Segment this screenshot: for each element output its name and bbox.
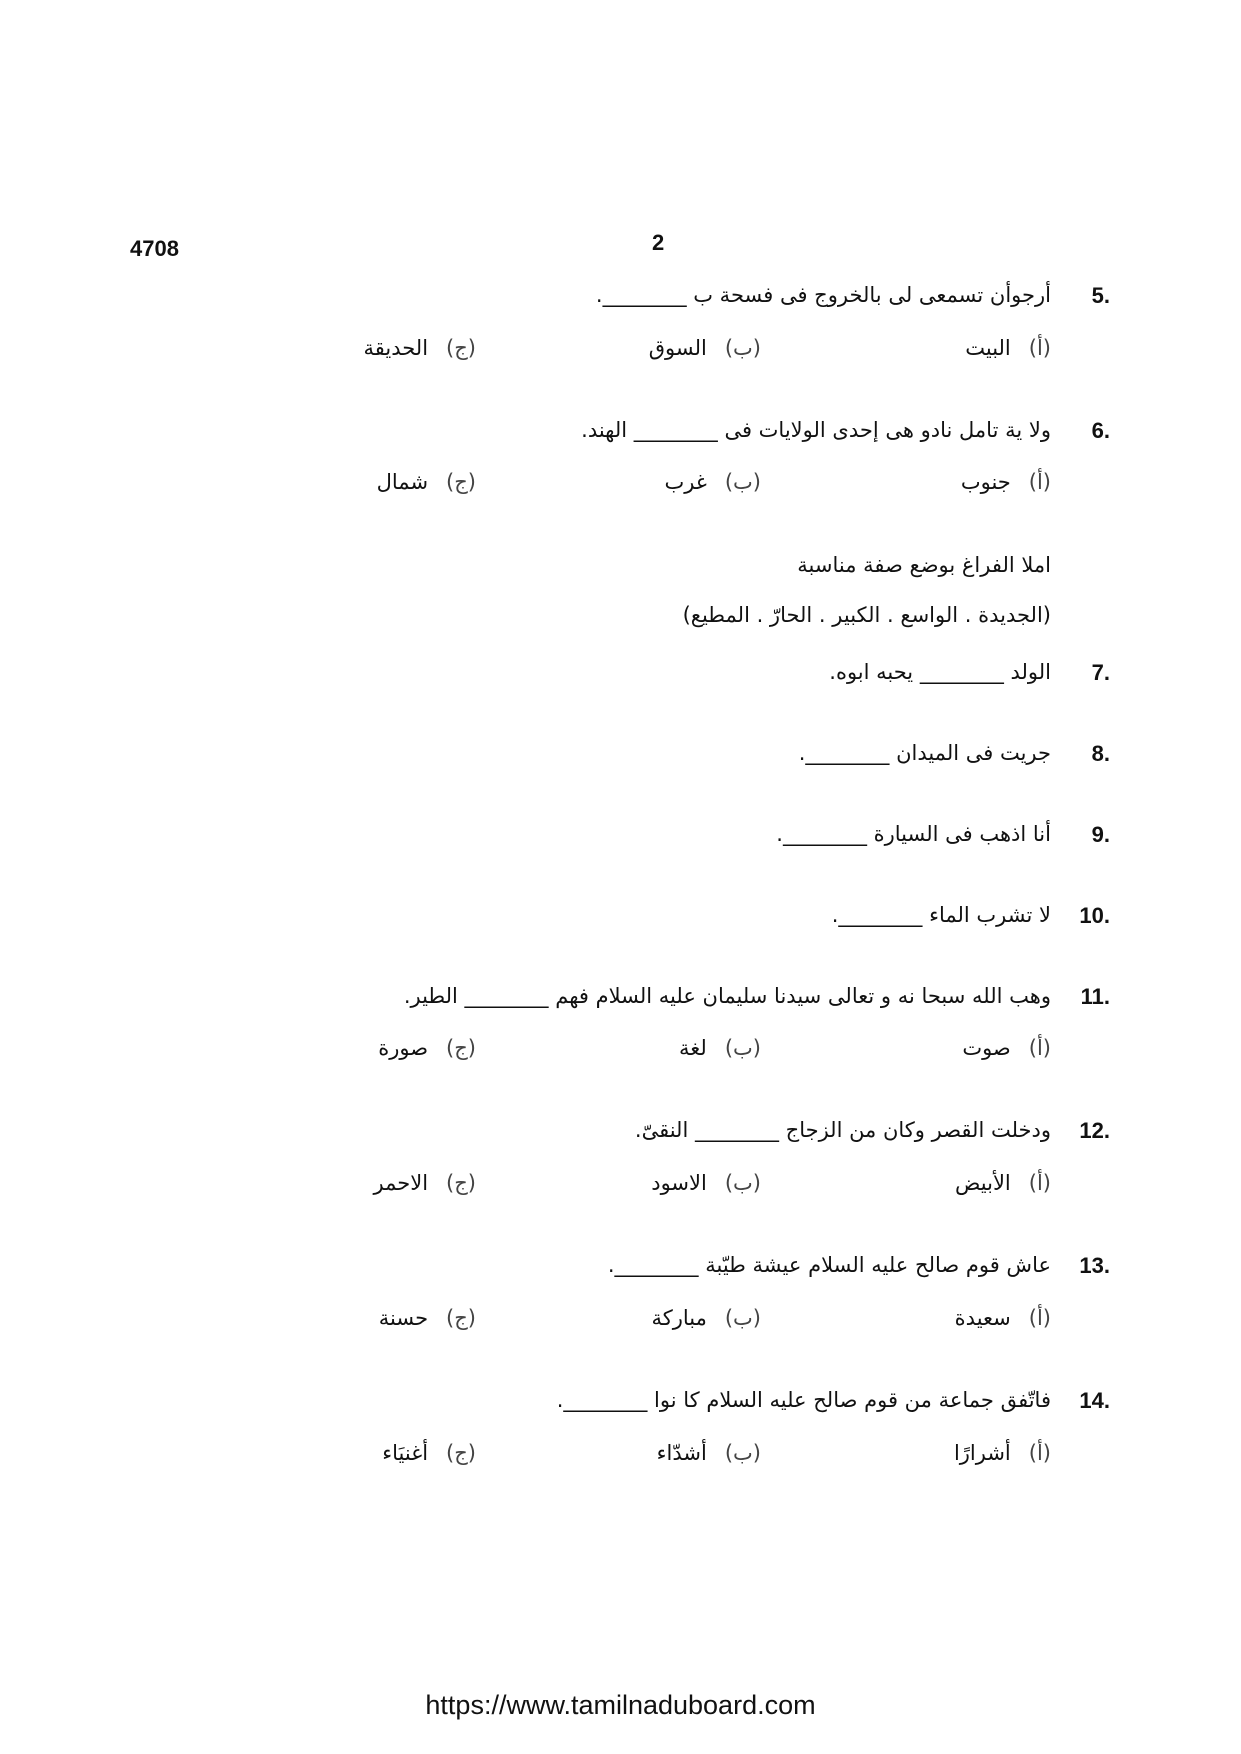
option-a [954, 1441, 1051, 1465]
option-marker: (ج) [446, 1441, 476, 1465]
question-number: 5. [1091, 283, 1110, 308]
question-text: عاش قوم صالح عليه السلام عيشة طيّبة ________. [607, 1253, 1051, 1277]
question-number: 13. [1079, 1253, 1110, 1278]
option-label: البيت [965, 336, 1011, 360]
question-text: أنا اذهب فى السيارة ________. [776, 822, 1051, 846]
question-text: وهب الله سبحا نه و تعالى سيدنا سليمان عليه السلام فهم ________ الطير. [403, 984, 1051, 1008]
option-label: السوق [648, 336, 707, 360]
option-marker: (ب) [724, 1036, 761, 1060]
option-b [649, 336, 761, 360]
question-number: 11. [1080, 984, 1110, 1009]
option-label: أشرارًا [953, 1441, 1011, 1465]
option-label: أشدّاء [656, 1441, 707, 1465]
question-number: 7. [1091, 660, 1110, 685]
option-label: الأبيض [955, 1171, 1011, 1195]
adjective-choices: (الجديدة . الواسع . الكبير . الحارّ . المطيع) [682, 603, 1051, 627]
question-number: 12. [1079, 1118, 1110, 1143]
question-text: لا تشرب الماء ________. [831, 903, 1051, 927]
option-marker: (أ) [1028, 1171, 1051, 1195]
option-label: شمال [376, 470, 429, 494]
option-marker: (ب) [724, 1171, 761, 1195]
option-a [965, 336, 1051, 360]
page-code: 4708 [130, 236, 179, 261]
option-c [374, 1171, 476, 1195]
option-label: صوت [962, 1036, 1011, 1060]
question-number: 6. [1091, 418, 1110, 443]
question-text: فاتّفق جماعة من قوم صالح عليه السلام كا نوا ________. [556, 1388, 1051, 1412]
page-number: 2 [652, 230, 665, 255]
option-marker: (ج) [446, 470, 476, 494]
question-text: أرجوأن تسمعى لى بالخروج فى فسحة ب ________. [595, 283, 1051, 307]
question-number: 14. [1079, 1388, 1110, 1413]
option-marker: (ب) [724, 336, 761, 360]
option-marker: (أ) [1028, 1441, 1051, 1465]
option-label: جنوب [960, 470, 1011, 494]
question-text: الولد ________ يحبه ابوه. [829, 660, 1051, 684]
question-text: جريت فى الميدان ________. [798, 741, 1051, 765]
option-b [679, 1036, 761, 1060]
option-marker: (أ) [1028, 336, 1051, 360]
option-marker: (ج) [446, 1171, 476, 1195]
option-label: لغة [679, 1036, 707, 1060]
question-number: 9. [1091, 822, 1110, 847]
option-label: الاحمر [373, 1171, 429, 1195]
option-label: الاسود [651, 1171, 707, 1195]
footer-url: https://www.tamilnaduboard.com [425, 1690, 816, 1720]
option-label: حسنة [378, 1306, 429, 1330]
option-marker: (ج) [446, 1036, 476, 1060]
option-c [364, 336, 477, 360]
option-marker: (أ) [1028, 1306, 1051, 1330]
option-b [651, 1171, 761, 1195]
option-marker: (ب) [724, 470, 761, 494]
option-c [382, 1441, 476, 1465]
question-text: ولا ية تامل نادو هى إحدى الولايات فى ________ الهند. [581, 418, 1051, 442]
option-c [378, 1036, 476, 1060]
option-label: غرب [664, 470, 707, 494]
option-b [651, 1306, 761, 1330]
option-a [955, 1306, 1051, 1330]
question-text: ودخلت القصر وكان من الزجاج ________ النقىّ. [634, 1118, 1051, 1142]
option-marker: (ج) [446, 1306, 476, 1330]
option-marker: (ب) [724, 1306, 761, 1330]
option-label: سعيدة [954, 1306, 1011, 1330]
option-a [962, 1036, 1051, 1060]
option-label: صورة [378, 1036, 429, 1060]
question-number: 10. [1079, 903, 1110, 928]
option-b [665, 470, 762, 494]
option-label: الحديقة [363, 336, 429, 360]
option-c [377, 470, 476, 494]
instruction-text: املا الفراغ بوضع صفة مناسبة [797, 553, 1051, 577]
option-b [657, 1441, 761, 1465]
option-label: مباركة [651, 1306, 707, 1330]
question-number: 8. [1091, 741, 1110, 766]
option-marker: (ب) [724, 1441, 761, 1465]
option-a [955, 1171, 1051, 1195]
option-a [961, 470, 1051, 494]
option-marker: (أ) [1028, 470, 1051, 494]
option-marker: (ج) [446, 336, 476, 360]
option-marker: (أ) [1028, 1036, 1051, 1060]
option-label: أغنيَاء [382, 1441, 429, 1465]
option-c [379, 1306, 476, 1330]
